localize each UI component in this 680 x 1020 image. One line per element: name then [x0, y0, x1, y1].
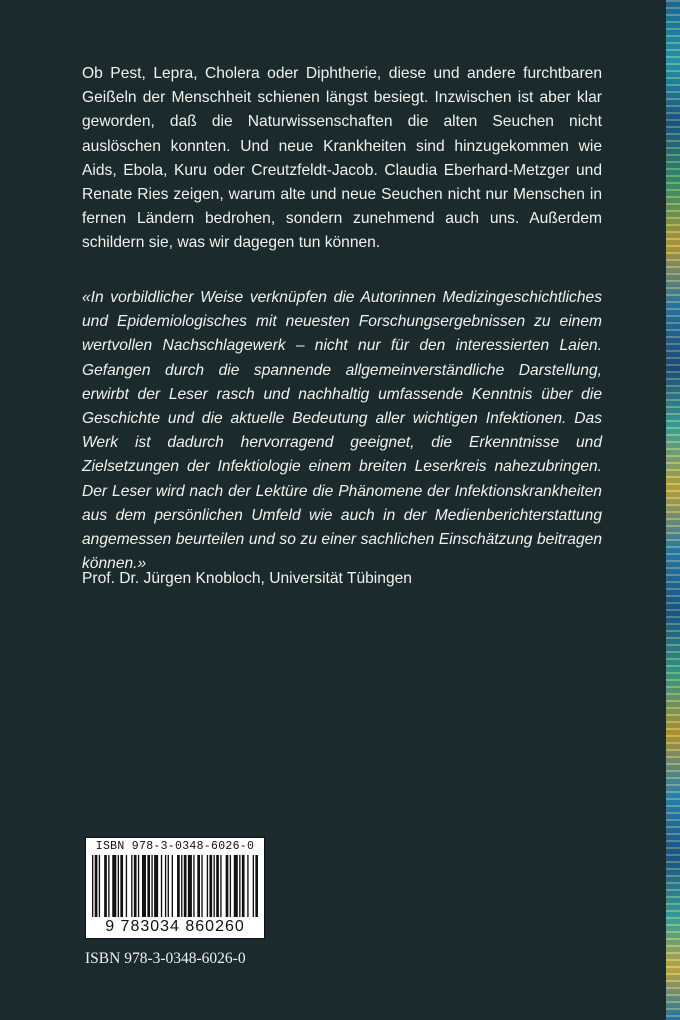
barcode-bar	[197, 855, 200, 917]
barcode-isbn-text: ISBN 978-3-0348-6026-0	[95, 840, 255, 853]
barcode-bar	[181, 855, 182, 917]
barcode-bar	[188, 855, 192, 917]
barcode-bar	[216, 855, 219, 917]
barcode-bar	[242, 855, 245, 917]
barcode-digits: 9 783034 860260	[105, 918, 245, 935]
spine-edge	[666, 0, 680, 1020]
barcode-bar	[99, 855, 100, 917]
barcode-bar	[147, 855, 150, 917]
barcode-bar	[230, 855, 231, 917]
review-quote: «In vorbildlicher Weise verknüpfen die Autorinnen Medizingeschichtliches und Epidemiologisches mit neuesten Forschungsergebnissen zu einem wertvollen Nachschlagewerk – nicht nur für den interessierten Laien. Gefangen durch die spannende allgemeinverständliche Darstellung, erwirbt der Leser rasch und nachhaltig umfassende Kenntnis über die Geschichte und die aktuelle Bedeutung aller wichtigen Infektionen. Das Werk ist dadurch hervorragend geeignet, die Erkenntnisse und Zielsetzungen der Infektiologie einem breiten Leserkreis nahezubringen. Der Leser wird nach der Lektüre die Phänomene der Infektionskrankheiten aus dem persönlichen Umfeld wie auch in der Medienberichterstattung angemessen beurteilen und so zu einer sachlichen Einschätzung beitragen können.»	[82, 289, 602, 573]
barcode-bar	[161, 855, 162, 917]
barcode-bar	[120, 855, 123, 917]
barcode-bar	[184, 855, 187, 917]
barcode-bar	[108, 855, 109, 917]
barcode-bar	[207, 855, 208, 917]
barcode-bar	[226, 855, 229, 917]
barcode-bar	[209, 855, 212, 917]
barcode-bar	[126, 855, 127, 917]
barcode-bar	[193, 855, 194, 917]
barcode-bar	[138, 855, 139, 917]
barcode-bar	[214, 855, 215, 917]
barcode-bar	[201, 855, 202, 917]
barcode-bar	[112, 855, 116, 917]
barcode-bar	[168, 855, 169, 917]
barcode-bar	[247, 855, 248, 917]
barcode-bar	[95, 855, 98, 917]
barcode-bar	[253, 855, 254, 917]
barcode-bar	[172, 855, 173, 917]
barcode-bars	[92, 855, 258, 917]
quote-attribution: Prof. Dr. Jürgen Knobloch, Universität Tübingen	[82, 570, 412, 587]
barcode-bar	[142, 855, 146, 917]
barcode-bar	[255, 855, 258, 917]
blurb-paragraph: Ob Pest, Lepra, Cholera oder Diphtherie, diese und andere furchtbaren Geißeln der Menschheit schienen längst besiegt. Inzwischen ist aber klar geworden, daß die Naturwissenschaften die alten Seuchen nicht auslöschen konnten. Und neue Krankheiten sind hinzugekommen wie Aids, Ebola, Kuru oder Creutzfeldt-Jacob. Claudia Eberhard-Metzger und Renate Ries zeigen, warum alte und neue Seuchen nicht nur Menschen in fernen Ländern bedrohen, sondern zunehmend auch uns. Außerdem schildern sie, was wir dagegen tun können.	[82, 65, 602, 252]
barcode-bar	[151, 855, 152, 917]
isbn-barcode	[85, 837, 265, 939]
barcode-bar	[134, 855, 137, 917]
barcode-bar	[92, 855, 93, 917]
barcode-bar	[118, 855, 119, 917]
barcode-bar	[154, 855, 158, 917]
barcode-bar	[104, 855, 107, 917]
barcode-bar	[131, 855, 132, 917]
barcode-bar	[234, 855, 238, 917]
barcode-bar	[220, 855, 221, 917]
barcode-bar	[177, 855, 180, 917]
barcode-bar	[239, 855, 240, 917]
isbn-number: ISBN 978-3-0348-6026-0	[85, 950, 246, 967]
barcode-bar	[165, 855, 166, 917]
